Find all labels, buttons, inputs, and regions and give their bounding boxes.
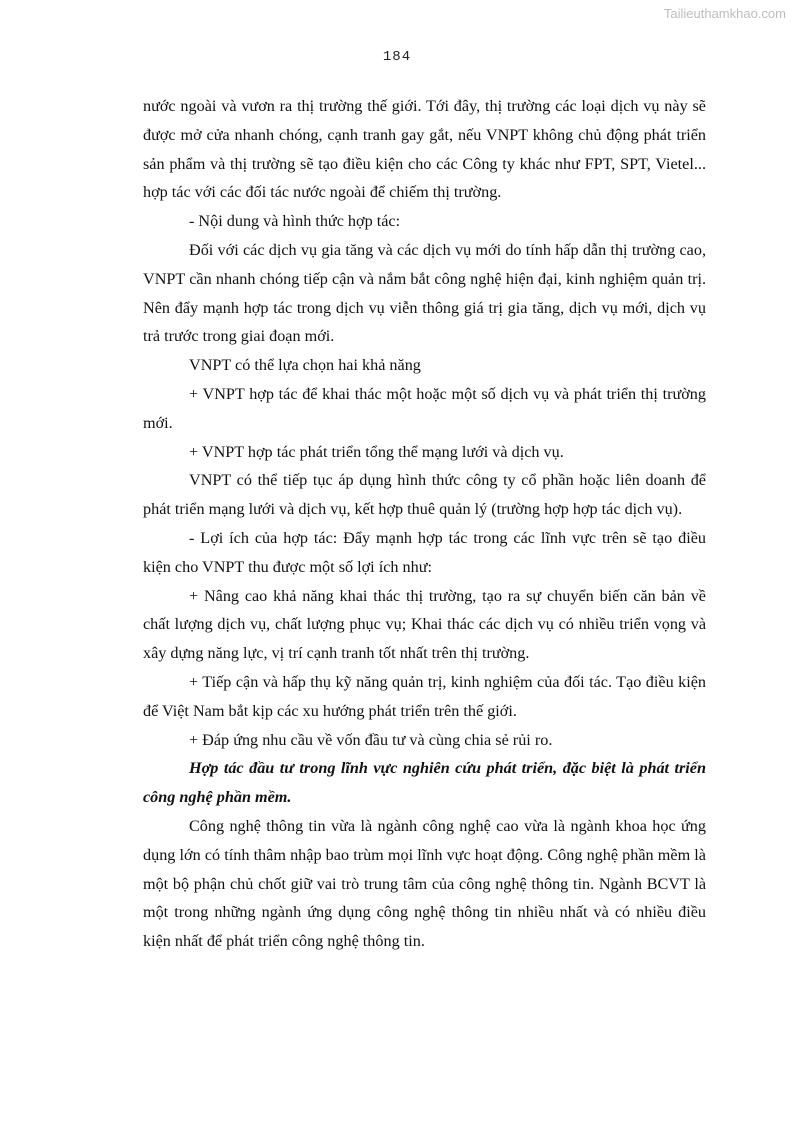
paragraph-intro-continuation: nước ngoài và vươn ra thị trường thế giới. Tới đây, thị trường các loại dịch vụ này sẽ được mở cửa nhanh chóng, cạnh tranh gay gắt, nếu VNPT không chủ động phát triển sản phẩm và thị trường sẽ tạo điều kiện cho các Công ty khác như FPT, SPT, Vietel... hợp tác với các đối tác nước ngoài để chiếm thị trường.	[143, 97, 706, 202]
paragraph-option-two: + VNPT hợp tác phát triển tổng thể mạng lưới và dịch vụ.	[189, 442, 564, 461]
paragraph-benefit-skills: + Tiếp cận và hấp thụ kỹ năng quản trị, kinh nghiệm của đối tác. Tạo điều kiện để Việt Nam bắt kịp các xu hướng phát triển trên thế giới.	[143, 672, 706, 720]
paragraph-benefits-heading: - Lợi ích của hợp tác: Đẩy mạnh hợp tác trong các lĩnh vực trên sẽ tạo điều kiện cho VNPT thu được một số lợi ích như:	[143, 528, 706, 576]
paragraph-two-options: VNPT có thể lựa chọn hai khả năng	[189, 356, 421, 375]
paragraph-value-added-services: Đối với các dịch vụ gia tăng và các dịch vụ mới do tính hấp dẫn thị trường cao, VNPT cần nhanh chóng tiếp cận và nắm bắt công nghệ hiện đại, kinh nghiệm quản trị. Nên đẩy mạnh hợp tác trong dịch vụ viễn thông giá trị gia tăng, dịch vụ mới, dịch vụ trả trước trong giai đoạn mới.	[143, 240, 706, 346]
paragraph-content-heading: - Nội dung và hình thức hợp tác:	[189, 212, 401, 231]
section-heading-rnd: Hợp tác đầu tư trong lĩnh vực nghiên cứu phát triển, đặc biệt là phát triển công nghệ phần mềm.	[143, 759, 706, 807]
body-text	[143, 92, 706, 956]
paragraph-joint-stock: VNPT có thể tiếp tục áp dụng hình thức công ty cổ phần hoặc liên doanh để phát triển mạng lưới và dịch vụ, kết hợp thuê quản lý (trường hợp hợp tác dịch vụ).	[143, 471, 706, 519]
paragraph-benefit-capital: + Đáp ứng nhu cầu về vốn đầu tư và cùng chia sẻ rủi ro.	[189, 730, 553, 749]
watermark: Tailieuthamkhao.com	[663, 6, 786, 21]
paragraph-it-industry: Công nghệ thông tin vừa là ngành công nghệ cao vừa là ngành khoa học ứng dụng lớn có tính thâm nhập bao trùm mọi lĩnh vực hoạt động. Công nghệ phần mềm là một bộ phận chủ chốt giữ vai trò trung tâm của công nghệ thông tin. Ngành BCVT là một trong những ngành ứng dụng công nghệ thông tin nhiều nhất và có nhiều điều kiện nhất để phát triển công nghệ thông tin.	[143, 816, 706, 951]
paragraph-benefit-market: + Nâng cao khả năng khai thác thị trường, tạo ra sự chuyển biến căn bản về chất lượng dịch vụ, chất lượng phục vụ; Khai thác các dịch vụ có nhiều triển vọng và xây dựng năng lực, vị trí cạnh tranh tốt nhất trên thị trường.	[143, 586, 706, 663]
paragraph-option-one: + VNPT hợp tác để khai thác một hoặc một số dịch vụ và phát triển thị trường mới.	[143, 384, 706, 432]
page-number: 184	[382, 49, 412, 65]
